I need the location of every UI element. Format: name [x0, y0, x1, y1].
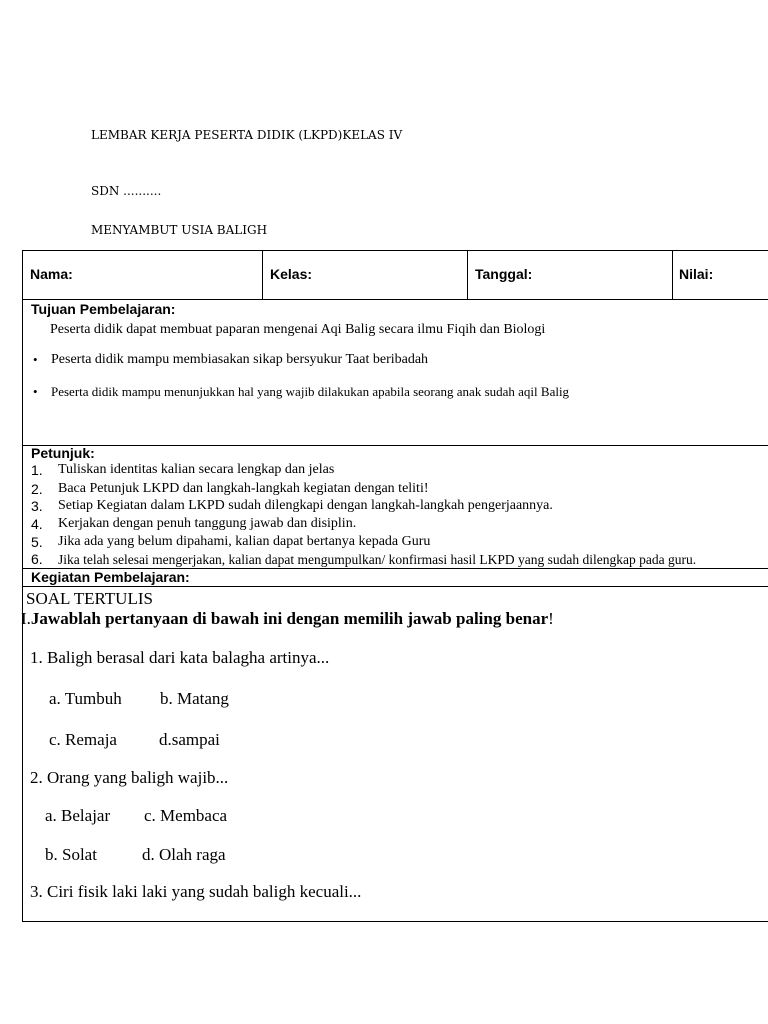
step-number: 6.: [31, 551, 43, 567]
objective-item: Peserta didik mampu menunjukkan hal yang wajib dilakukan apabila seorang anak sudah aqil Balig: [51, 384, 570, 399]
exam-title: SOAL TERTULIS: [26, 589, 153, 608]
instruction-step: Jika ada yang belum dipahami, kalian dapat bertanya kepada Guru: [58, 534, 431, 549]
learning-objectives-title: Tujuan Pembelajaran:: [31, 301, 176, 317]
topic-title: MENYAMBUT USIA BALIGH: [91, 223, 268, 237]
q2-option-b: b. Solat: [45, 845, 97, 864]
school-name: SDN ..........: [91, 184, 162, 198]
instruction-step: Tuliskan identitas kalian secara lengkap dan jelas: [58, 462, 335, 477]
divider: [262, 250, 263, 299]
activities-title: Kegiatan Pembelajaran:: [31, 569, 190, 585]
class-field-label: Kelas:: [270, 266, 313, 282]
name-field-label: Nama:: [30, 266, 73, 282]
step-number: 5.: [31, 534, 43, 550]
exam-instruction: [21, 609, 554, 629]
q2-option-a: a. Belajar: [45, 806, 111, 825]
date-field-label: Tanggal:: [475, 266, 533, 282]
divider: [672, 250, 673, 299]
instruction-step: Kerjakan dengan penuh tanggung jawab dan disiplin.: [58, 516, 357, 531]
divider: [22, 586, 768, 587]
bullet-icon: •: [33, 384, 38, 399]
question-1: 1. Baligh berasal dari kata balagha artinya...: [30, 648, 330, 667]
divider: [22, 445, 768, 446]
instruction-prefix: I.: [21, 609, 31, 628]
objective-intro: Peserta didik dapat membuat paparan mengenai Aqi Balig secara ilmu Fiqih dan Biologi: [50, 322, 546, 337]
objective-item: Peserta didik mampu membiasakan sikap bersyukur Taat beribadah: [51, 352, 429, 367]
divider: [22, 299, 768, 300]
q1-option-d: d.sampai: [159, 730, 220, 749]
q1-option-c: c. Remaja: [49, 730, 117, 749]
instructions-title: Petunjuk:: [31, 445, 95, 461]
worksheet-title: LEMBAR KERJA PESERTA DIDIK (LKPD)KELAS IV: [91, 128, 403, 142]
step-number: 2.: [31, 481, 43, 497]
instruction-step: Jika telah selesai mengerjakan, kalian dapat mengumpulkan/ konfirmasi hasil LKPD yang sudah dilengkap pada guru.: [58, 552, 697, 567]
question-3: 3. Ciri fisik laki laki yang sudah baligh kecuali...: [30, 882, 362, 901]
step-number: 3.: [31, 498, 43, 514]
divider: [467, 250, 468, 299]
bullet-icon: •: [33, 352, 38, 367]
question-2: 2. Orang yang baligh wajib...: [30, 768, 229, 787]
step-number: 1.: [31, 462, 43, 478]
q2-option-c: c. Membaca: [144, 806, 228, 825]
step-number: 4.: [31, 516, 43, 532]
instruction-step: Baca Petunjuk LKPD dan langkah-langkah kegiatan dengan teliti!: [58, 481, 429, 496]
q1-option-a: a. Tumbuh: [49, 689, 122, 708]
instruction-step: Setiap Kegiatan dalam LKPD sudah dilengkapi dengan langkah-langkah pengerjaannya.: [58, 498, 553, 513]
instruction-text: Jawablah pertanyaan di bawah ini dengan memilih jawab paling benar: [30, 609, 549, 628]
q1-option-b: b. Matang: [160, 689, 229, 708]
q2-option-d: d. Olah raga: [142, 845, 226, 864]
score-field-label: Nilai:: [679, 266, 714, 282]
instruction-suffix: !: [548, 609, 554, 628]
